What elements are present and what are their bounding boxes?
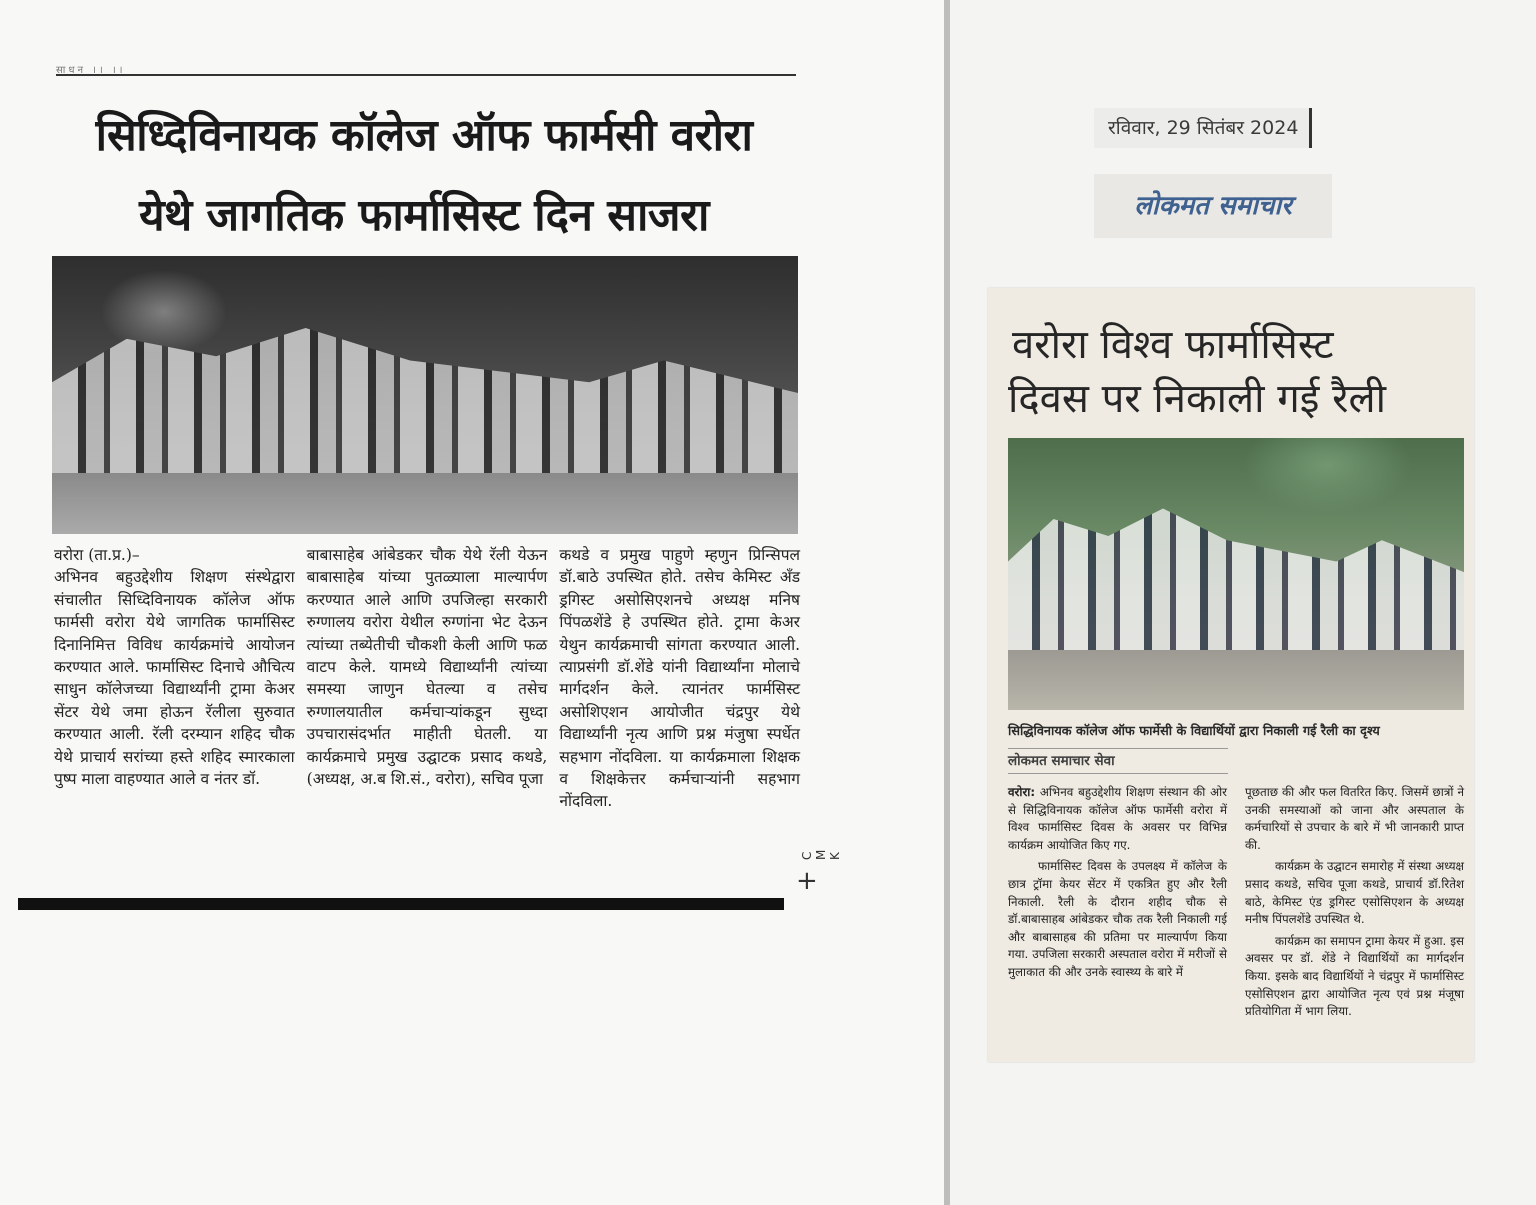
- paragraph-1-text: अभिनव बहुउद्देशीय शिक्षण संस्थान की ओर से सिद्धिविनायक कॉलेज ऑफ फार्मेसी वरोरा में विश्व फार्मासिस्ट दिवस के अवसर पर विभिन्न कार्यक्रम आयोजित किए गए.: [1008, 785, 1227, 852]
- article-column-2: [1245, 784, 1464, 1054]
- headline-line-2: येथे जागतिक फार्मासिस्ट दिन साजरा: [139, 190, 709, 241]
- masthead-strip: साधन ।। ।।: [56, 62, 796, 76]
- rally-photo: [52, 256, 798, 534]
- rally-photo: [1008, 438, 1464, 710]
- date-strip: रविवार, 29 सितंबर 2024: [1094, 108, 1312, 148]
- road-shape: [52, 473, 798, 534]
- paragraph-1: [1008, 784, 1227, 854]
- hindi-news-clipping: [988, 288, 1474, 1062]
- marathi-news-clipping: [14, 52, 842, 914]
- headline: [1008, 318, 1468, 426]
- lead-place: वरोरा:: [1008, 785, 1036, 799]
- article-column-1: [54, 544, 295, 884]
- article-column-1: [1008, 784, 1227, 1054]
- photo-caption: सिद्धिविनायक कॉलेज ऑफ फार्मेसी के विद्यार्थियों द्वारा निकाली गई रैली का दृश्य: [1008, 724, 1380, 739]
- headline-line-1: सिध्दिविनायक कॉलेज ऑफ फार्मसी वरोरा: [95, 110, 753, 161]
- news-service-label: लोकमत समाचार सेवा: [1008, 748, 1228, 774]
- newspaper-name: लोकमत समाचार: [1094, 174, 1332, 238]
- paragraph-3: पूछताछ की और फल वितरित किए. जिसमें छात्रों ने उनकी समस्याओं को जाना और अस्पताल के कर्मचारियों से उपचार के बारे में भी जानकारी प्राप्त की.: [1245, 785, 1464, 852]
- headline: [54, 96, 794, 256]
- registration-mark: C M K: [800, 847, 842, 860]
- article-column-2: बाबासाहेब आंबेडकर चौक येथे रॅली येऊन बाबासाहेब यांच्या पुतळ्याला माल्यार्पण करण्यात आले आणि उपजिल्हा सरकारी रुग्णालय वरोरा येथील रुग्णांना भेट देऊन त्यांच्या तब्येतीची चौकशी केली आणि फळ वाटप केले. यामध्ये विद्यार्थ्यांनी त्यांच्या समस्या जाणुन घेतल्या व तसेच रुग्णालयातील कर्मचाऱ्यांकडून सुध्दा उपचारासंदर्भात माहीती घेतली. या कार्यक्रमाचे प्रमुख उद्घाटक प्रसाद कथडे, (अध्यक्ष, अ.ब शि.सं., वरोरा), सचिव पूजा: [306, 546, 548, 789]
- headline-line-1: वरोरा विश्व फार्मासिस्ट: [1012, 322, 1334, 368]
- article-body: [1008, 784, 1464, 1054]
- headline-line-2: दिवस पर निकाली गई रैली: [1008, 376, 1386, 422]
- dateline: वरोरा (ता.प्र.)–: [54, 546, 140, 564]
- paragraph-2: फार्मासिस्ट दिवस के उपलक्ष्य में कॉलेज के छात्र ट्रॉमा केयर सेंटर में एकत्रित हुए और रैली निकाली. रैली के दौरान शहीद चौक से डॉ.बाबासाहब आंबेडकर चौक तक रैली निकाली गई और बाबासाहब की प्रतिमा पर माल्यार्पण किया गया. उपजिला सरकारी अस्पताल वरोरा में मरीजों से मुलाकात की और उनके स्वास्थ्य के बारे में: [1008, 859, 1227, 979]
- column-1-text: अभिनव बहुउद्देशीय शिक्षण संस्थेद्वारा संचालीत सिध्दिविनायक कॉलेज ऑफ फार्मसी वरोरा येथे जागतिक फार्मासिस्ट दिनानिमित्त विविध कार्यक्रमांचे आयोजन करण्यात आले. फार्मासिस्ट दिनाचे औचित्य साधुन कॉलेजच्या विद्यार्थ्यांनी ट्रामा केअर सेंटर येथे जमा होऊन रॅलीला सुरुवात करण्यात आली. रॅली दरम्यान शहिद चौक येथे प्राचार्य सरांच्या हस्ते शहिद स्मारकाला पुष्प माला वाहण्यात आले व नंतर डॉ.: [54, 568, 295, 789]
- paragraph-5: कार्यक्रम का समापन ट्रामा केयर में हुआ. इस अवसर पर डॉ. शेंडे ने विद्यार्थियों का मार्गदर्शन किया. इसके बाद विद्यार्थियों ने चंद्रपुर में फार्मासिस्ट एसोसिएशन द्वारा आयोजित नृत्य एवं प्रश्न मंजूषा प्रतियोगिता में भाग लिया.: [1245, 933, 1464, 1019]
- paragraph-4: कार्यक्रम के उद्घाटन समारोह में संस्था अध्यक्ष प्रसाद कथडे, सचिव पूजा कथडे, प्राचार्य डॉ.रितेश बाठे, केमिस्ट एंड ड्रगिस्ट एसोसिएशन के अध्यक्ष मनीष पिंपलशेंडे उपस्थित थे.: [1245, 859, 1464, 927]
- article-column-3: कथडे व प्रमुख पाहुणे म्हणुन प्रिन्सिपल डॉ.बाठे उपस्थित होते. तसेच केमिस्ट अँड ड्रगिस्ट असोसिएशनचे अध्यक्ष मनिष पिंपळशेंडे हे उपस्थित होते. ट्रामा केअर येथुन कार्यक्रमाची सांगता करण्यात आली. त्याप्रसंगी डॉ.शेंडे यांनी विद्यार्थ्यांना मोलाचे मार्गदर्शन केले. त्यानंतर फार्मसिस्ट असोशिएशन आयोजीत चंद्रपुर येथे विद्यार्थ्यांनी नृत्य आणि प्रश्न मंजुषा स्पर्धेत सहभाग नोंदविला. या कार्यक्रमाला शिक्षक व शिक्षकेत्तर कर्मचाऱ्यांनी सहभाग नोंदविला.: [559, 546, 801, 811]
- road-shape: [1008, 650, 1464, 710]
- article-body: [54, 544, 800, 884]
- bottom-rule: [18, 898, 784, 910]
- crosshair-icon: +: [796, 866, 818, 896]
